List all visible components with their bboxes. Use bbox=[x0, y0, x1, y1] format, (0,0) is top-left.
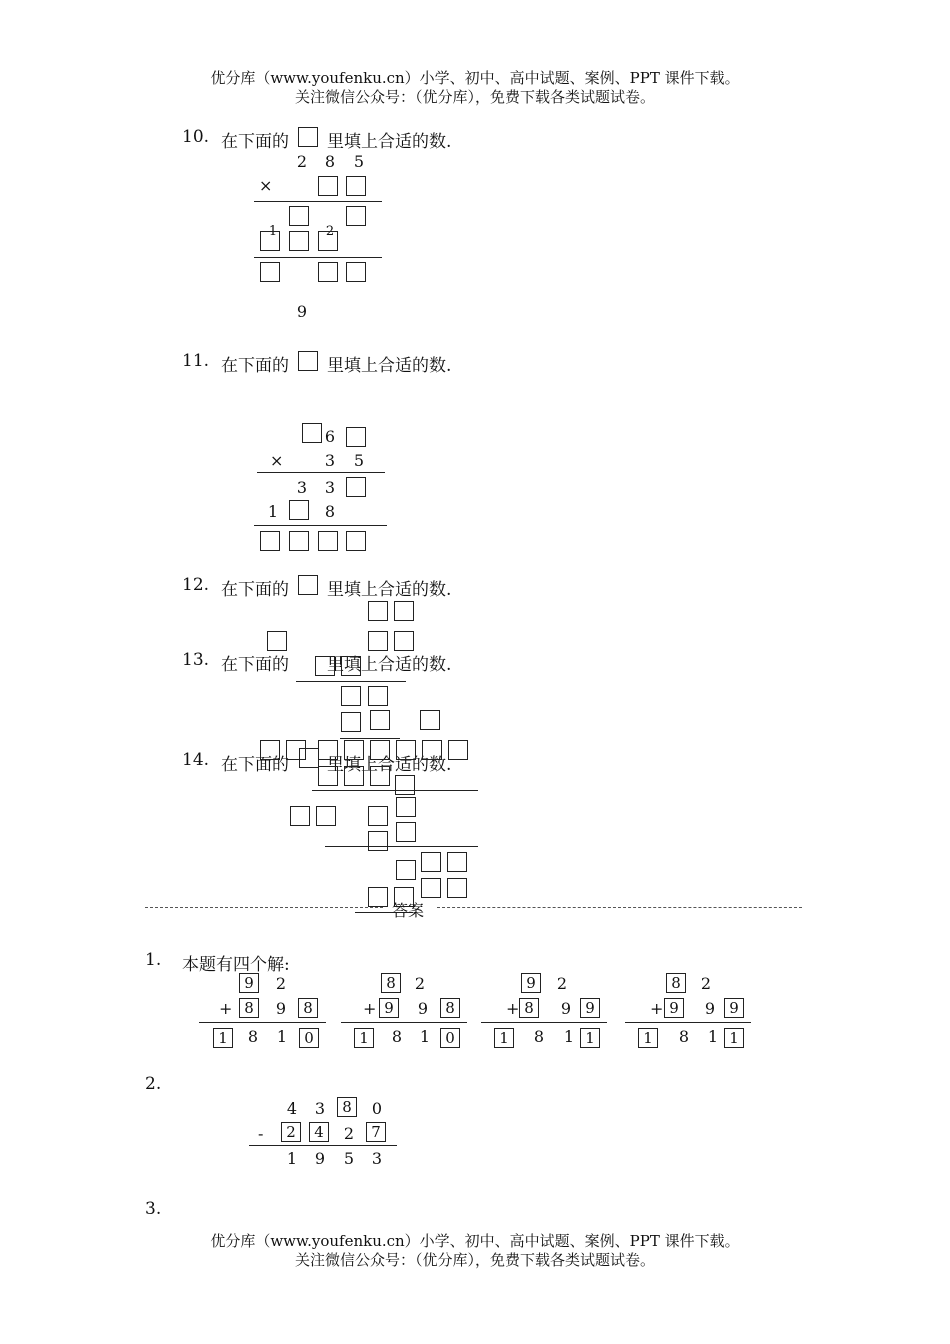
puzzle-box[interactable] bbox=[420, 710, 440, 730]
puzzle-box[interactable] bbox=[315, 656, 335, 676]
ans-digit: 8 bbox=[247, 1027, 259, 1046]
q11-number: 11. bbox=[182, 351, 210, 371]
ans-box: 9 bbox=[664, 998, 684, 1018]
q12-inline-box[interactable] bbox=[298, 575, 318, 595]
q10-digit: 1 bbox=[268, 224, 278, 239]
ans-digit: 3 bbox=[371, 1149, 383, 1168]
ans-rule bbox=[625, 1022, 751, 1023]
puzzle-box[interactable] bbox=[368, 631, 388, 651]
ans-digit: 1 bbox=[707, 1027, 719, 1046]
ans-box: 8 bbox=[666, 973, 686, 993]
answer-divider-right bbox=[437, 907, 802, 908]
q12-number: 12. bbox=[182, 575, 210, 595]
q11-box[interactable] bbox=[346, 427, 366, 447]
puzzle-rule bbox=[312, 790, 478, 791]
puzzle-box[interactable] bbox=[421, 852, 441, 872]
q11-rule bbox=[257, 472, 385, 473]
ans-box: 1 bbox=[354, 1028, 374, 1048]
puzzle-box[interactable] bbox=[368, 686, 388, 706]
q11-text-pre: 在下面的 bbox=[221, 356, 289, 376]
q10-box[interactable] bbox=[260, 231, 280, 251]
answer-1-intro: 本题有四个解: bbox=[182, 955, 290, 975]
q10-box[interactable] bbox=[346, 262, 366, 282]
puzzle-box[interactable] bbox=[344, 740, 364, 760]
ans-digit: 5 bbox=[343, 1149, 355, 1168]
q13-text-pre: 在下面的 bbox=[221, 655, 289, 675]
q10-digit: 5 bbox=[353, 152, 365, 171]
ans-box: 1 bbox=[494, 1028, 514, 1048]
puzzle-box[interactable] bbox=[394, 631, 414, 651]
puzzle-box[interactable] bbox=[448, 740, 468, 760]
puzzle-box[interactable] bbox=[370, 740, 390, 760]
ans-box: 8 bbox=[298, 998, 318, 1018]
ans-box: 9 bbox=[724, 998, 744, 1018]
q11-box[interactable] bbox=[260, 531, 280, 551]
q11-digit: 3 bbox=[296, 478, 308, 497]
puzzle-box[interactable] bbox=[370, 766, 390, 786]
q10-box[interactable] bbox=[289, 231, 309, 251]
ans-box: 8 bbox=[381, 973, 401, 993]
answer-divider-left bbox=[145, 907, 383, 908]
puzzle-box[interactable] bbox=[395, 775, 415, 795]
puzzle-box[interactable] bbox=[368, 887, 388, 907]
answer-2-number: 2. bbox=[145, 1074, 162, 1094]
q11-text-post: 里填上合适的数. bbox=[327, 356, 452, 376]
q11-box[interactable] bbox=[346, 477, 366, 497]
q11-box[interactable] bbox=[346, 531, 366, 551]
ans-digit: 8 bbox=[391, 1027, 403, 1046]
q10-inline-box[interactable] bbox=[298, 127, 318, 147]
ans-box: 0 bbox=[440, 1028, 460, 1048]
plus-sign: + bbox=[363, 999, 377, 1018]
q14-number: 14. bbox=[182, 750, 210, 770]
puzzle-box[interactable] bbox=[447, 852, 467, 872]
ans-digit: 1 bbox=[419, 1027, 431, 1046]
puzzle-box[interactable] bbox=[341, 656, 361, 676]
q10-box[interactable] bbox=[318, 231, 338, 251]
q10-rule bbox=[254, 257, 382, 258]
q10-text-pre: 在下面的 bbox=[221, 132, 289, 152]
ans-box: 8 bbox=[440, 998, 460, 1018]
puzzle-box[interactable] bbox=[396, 797, 416, 817]
ans-rule bbox=[199, 1022, 326, 1023]
footer-line-2: 关注微信公众号：（优分库），免费下载各类试题试卷。 bbox=[294, 1251, 655, 1269]
ans-box: 8 bbox=[519, 998, 539, 1018]
answer-3-number: 3. bbox=[145, 1199, 162, 1219]
ans-digit: 0 bbox=[371, 1099, 383, 1118]
puzzle-box[interactable] bbox=[396, 740, 416, 760]
ans-box: 1 bbox=[213, 1028, 233, 1048]
q11-box[interactable] bbox=[302, 423, 322, 443]
q11-digit: 1 bbox=[267, 502, 279, 521]
ans-digit: 2 bbox=[700, 974, 712, 993]
ans-digit: 1 bbox=[276, 1027, 288, 1046]
puzzle-box[interactable] bbox=[267, 631, 287, 651]
ans-box: 4 bbox=[309, 1122, 329, 1142]
footer-line-1: 优分库（www.youfenku.cn）小学、初中、高中试题、案例、PPT 课件下载。 bbox=[210, 1232, 740, 1250]
plus-sign: + bbox=[219, 999, 233, 1018]
q10-box[interactable] bbox=[260, 262, 280, 282]
q13-text-post: 里填上合适的数. bbox=[327, 655, 452, 675]
puzzle-box[interactable] bbox=[368, 806, 388, 826]
q10-digit: 2 bbox=[325, 224, 335, 239]
puzzle-box[interactable] bbox=[394, 601, 414, 621]
ans-box: 1 bbox=[638, 1028, 658, 1048]
q11-digit: 5 bbox=[353, 451, 365, 470]
q10-text-post: 里填上合适的数. bbox=[327, 132, 452, 152]
plus-sign: + bbox=[650, 999, 664, 1018]
ans-digit: 1 bbox=[286, 1149, 298, 1168]
ans-digit: 9 bbox=[275, 999, 287, 1018]
ans-digit: 9 bbox=[560, 999, 572, 1018]
q11-digit: 6 bbox=[324, 427, 336, 446]
ans-digit: 9 bbox=[314, 1149, 326, 1168]
puzzle-box[interactable] bbox=[318, 766, 338, 786]
answer-title: 答案 bbox=[392, 901, 425, 920]
q11-inline-box[interactable] bbox=[298, 351, 318, 371]
puzzle-rule bbox=[325, 846, 478, 847]
puzzle-box[interactable] bbox=[422, 740, 442, 760]
ans-box: 8 bbox=[239, 998, 259, 1018]
ans-digit: 1 bbox=[563, 1027, 575, 1046]
ans-digit: 2 bbox=[343, 1124, 355, 1143]
ans-rule bbox=[481, 1022, 607, 1023]
q10-rule bbox=[254, 201, 382, 202]
q11-rule bbox=[254, 525, 387, 526]
ans-rule bbox=[341, 1022, 467, 1023]
q10-times-sign: × bbox=[259, 176, 273, 195]
q10-box[interactable] bbox=[318, 262, 338, 282]
puzzle-box[interactable] bbox=[318, 740, 338, 760]
ans-box: 8 bbox=[337, 1097, 357, 1117]
plus-sign: + bbox=[506, 999, 520, 1018]
q11-box[interactable] bbox=[289, 531, 309, 551]
ans-digit: 9 bbox=[417, 999, 429, 1018]
puzzle-box[interactable] bbox=[421, 878, 441, 898]
ans-box: 9 bbox=[521, 973, 541, 993]
q14-text-pre: 在下面的 bbox=[221, 755, 289, 775]
ans-digit: 3 bbox=[314, 1099, 326, 1118]
puzzle-box[interactable] bbox=[368, 601, 388, 621]
ans-digit: 2 bbox=[414, 974, 426, 993]
puzzle-box[interactable] bbox=[447, 878, 467, 898]
q13-number: 13. bbox=[182, 650, 210, 670]
q14-text-post: 里填上合适的数. bbox=[327, 755, 452, 775]
puzzle-box[interactable] bbox=[299, 748, 319, 768]
q10-box[interactable] bbox=[289, 206, 309, 226]
puzzle-box[interactable] bbox=[341, 686, 361, 706]
ans-box: 9 bbox=[580, 998, 600, 1018]
puzzle-rule bbox=[340, 738, 400, 739]
q11-box[interactable] bbox=[318, 531, 338, 551]
ans-box: 9 bbox=[379, 998, 399, 1018]
puzzle-box[interactable] bbox=[260, 740, 280, 760]
puzzle-box[interactable] bbox=[316, 806, 336, 826]
ans-digit: 2 bbox=[275, 974, 287, 993]
ans-box: 9 bbox=[239, 973, 259, 993]
puzzle-rule bbox=[296, 681, 406, 682]
ans-digit: 8 bbox=[678, 1027, 690, 1046]
ans-digit: 8 bbox=[533, 1027, 545, 1046]
q12-text-post: 里填上合适的数. bbox=[327, 580, 452, 600]
puzzle-box[interactable] bbox=[370, 710, 390, 730]
header-line-2: 关注微信公众号：（优分库），免费下载各类试题试卷。 bbox=[294, 88, 655, 106]
puzzle-box[interactable] bbox=[344, 766, 364, 786]
header-line-1: 优分库（www.youfenku.cn）小学、初中、高中试题、案例、PPT 课件下载。 bbox=[210, 69, 740, 87]
ans-box: 1 bbox=[724, 1028, 744, 1048]
puzzle-box[interactable] bbox=[341, 712, 361, 732]
puzzle-box[interactable] bbox=[290, 806, 310, 826]
ans-box: 1 bbox=[580, 1028, 600, 1048]
q10-box[interactable] bbox=[318, 176, 338, 196]
q10-digit: 2 bbox=[296, 152, 308, 171]
q10-number: 10. bbox=[182, 127, 210, 147]
ans-digit: 4 bbox=[286, 1099, 298, 1118]
q11-times-sign: × bbox=[270, 451, 284, 470]
ans-box: 7 bbox=[366, 1122, 386, 1142]
puzzle-box[interactable] bbox=[396, 822, 416, 842]
puzzle-box[interactable] bbox=[368, 831, 388, 851]
q10-digit: 9 bbox=[296, 302, 308, 321]
ans-digit: 9 bbox=[704, 999, 716, 1018]
minus-sign: - bbox=[258, 1124, 264, 1143]
q10-box[interactable] bbox=[346, 206, 366, 226]
ans-digit: 2 bbox=[556, 974, 568, 993]
q10-box[interactable] bbox=[346, 176, 366, 196]
ans-box: 2 bbox=[281, 1122, 301, 1142]
q12-text-pre: 在下面的 bbox=[221, 580, 289, 600]
q10-digit: 8 bbox=[324, 152, 336, 171]
ans-rule bbox=[249, 1145, 397, 1146]
q11-digit: 3 bbox=[324, 478, 336, 497]
ans-box: 0 bbox=[299, 1028, 319, 1048]
puzzle-box[interactable] bbox=[396, 860, 416, 880]
q11-digit: 8 bbox=[324, 502, 336, 521]
q11-box[interactable] bbox=[289, 500, 309, 520]
q11-digit: 3 bbox=[324, 451, 336, 470]
answer-1-number: 1. bbox=[145, 950, 162, 970]
